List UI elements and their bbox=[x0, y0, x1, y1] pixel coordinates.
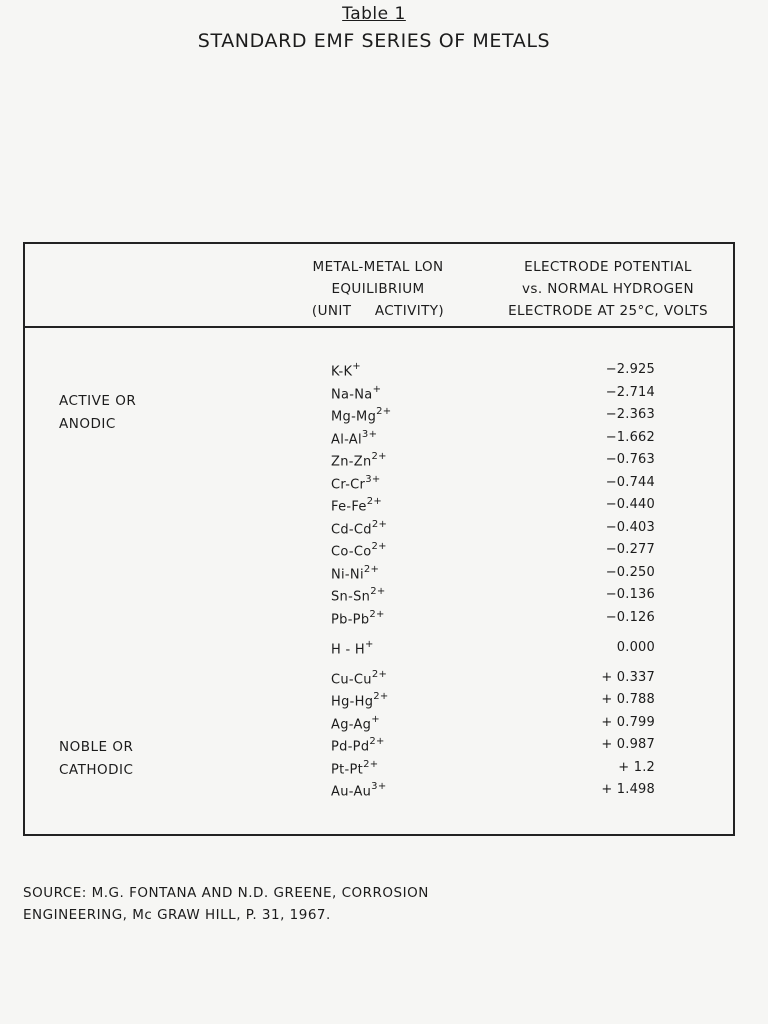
table-row bbox=[25, 563, 737, 585]
table-row bbox=[25, 758, 737, 780]
table-row bbox=[25, 585, 737, 607]
couple-label: Pd-Pd bbox=[331, 739, 370, 755]
ion-charge: 2+ bbox=[371, 519, 388, 530]
electrode-potential-value: −2.714 bbox=[605, 385, 655, 400]
metal-ion-couple bbox=[331, 692, 389, 709]
electrode-potential-value: + 0.799 bbox=[601, 715, 655, 730]
ion-charge: 2+ bbox=[363, 759, 379, 770]
table-row bbox=[25, 428, 737, 450]
electrode-potential-value: −0.136 bbox=[605, 587, 655, 602]
metal-ion-couple bbox=[331, 407, 391, 424]
table-row bbox=[25, 518, 737, 540]
couple-label: Cu-Cu bbox=[331, 672, 372, 688]
ion-charge: 2+ bbox=[373, 691, 389, 702]
couple-label: Co-Co bbox=[331, 544, 372, 560]
table-row bbox=[25, 495, 737, 517]
metal-ion-couple bbox=[331, 760, 378, 777]
electrode-potential-value: −0.403 bbox=[605, 520, 655, 535]
table-row bbox=[25, 450, 737, 472]
ion-charge: 3+ bbox=[365, 474, 381, 485]
table-row bbox=[25, 668, 737, 690]
metal-ion-couple bbox=[331, 362, 361, 379]
table-row bbox=[25, 383, 737, 405]
table-row bbox=[25, 540, 737, 562]
metal-ion-couple bbox=[331, 670, 387, 687]
table-row bbox=[25, 713, 737, 735]
table-row bbox=[25, 780, 737, 802]
electrode-potential-value: + 0.788 bbox=[601, 692, 655, 707]
metal-ion-couple bbox=[331, 542, 387, 559]
metal-ion-couple bbox=[331, 610, 385, 627]
table-row bbox=[25, 360, 737, 382]
electrode-potential-value: −0.763 bbox=[605, 452, 655, 467]
label-line: NOBLE OR bbox=[59, 739, 134, 755]
couple-label: K-K bbox=[331, 364, 353, 380]
ion-charge: 2+ bbox=[376, 406, 392, 417]
metal-ion-couple bbox=[331, 497, 382, 514]
emf-table bbox=[23, 242, 735, 836]
table-number: Table 1 bbox=[342, 4, 406, 24]
table-row bbox=[25, 405, 737, 427]
header-line: (UNIT ACTIVITY) bbox=[311, 303, 445, 319]
metal-ion-couple bbox=[331, 715, 380, 732]
source-citation bbox=[23, 882, 583, 926]
header-electrode-potential bbox=[477, 256, 739, 322]
source-line: SOURCE: M.G. FONTANA AND N.D. GREENE, CORROSION bbox=[23, 885, 429, 901]
electrode-potential-value: 0.000 bbox=[616, 640, 655, 655]
ion-charge: 2+ bbox=[366, 496, 383, 507]
couple-label: Hg-Hg bbox=[331, 694, 374, 710]
metal-ion-couple bbox=[331, 475, 381, 492]
electrode-potential-value: −0.126 bbox=[605, 610, 655, 625]
metal-ion-couple bbox=[331, 587, 386, 604]
couple-label: Ag-Ag bbox=[331, 717, 372, 733]
ion-charge: 2+ bbox=[370, 586, 386, 597]
header-line: ELECTRODE POTENTIAL bbox=[524, 259, 692, 275]
table-row bbox=[25, 735, 737, 757]
couple-label: Ni-Ni bbox=[331, 567, 364, 583]
electrode-potential-value: + 1.2 bbox=[618, 760, 655, 775]
source-line: ENGINEERING, Mc GRAW HILL, P. 31, 1967. bbox=[23, 907, 331, 923]
metal-ion-couple bbox=[331, 737, 385, 754]
couple-label: Cr-Cr bbox=[331, 477, 366, 493]
couple-label: H - H bbox=[331, 642, 366, 658]
ion-charge: 2+ bbox=[369, 609, 385, 620]
ion-charge: + bbox=[365, 639, 374, 650]
couple-label: Cd-Cd bbox=[331, 522, 372, 538]
metal-ion-couple bbox=[331, 640, 374, 657]
electrode-potential-value: −2.363 bbox=[605, 407, 655, 422]
label-line: ANODIC bbox=[59, 416, 116, 432]
table-row bbox=[25, 638, 737, 660]
ion-charge: + bbox=[372, 384, 382, 395]
table-row bbox=[25, 690, 737, 712]
electrode-potential-value: −0.440 bbox=[605, 497, 655, 512]
couple-label: Fe-Fe bbox=[331, 499, 367, 515]
ion-charge: 3+ bbox=[361, 429, 378, 440]
electrode-potential-value: −1.662 bbox=[605, 430, 655, 445]
ion-charge: 2+ bbox=[369, 736, 385, 747]
couple-label: Na-Na bbox=[331, 387, 373, 403]
page-title: STANDARD EMF SERIES OF METALS bbox=[197, 30, 551, 52]
couple-label: Mg-Mg bbox=[331, 409, 377, 425]
ion-charge: + bbox=[352, 361, 361, 372]
label-line: ACTIVE OR bbox=[59, 393, 137, 409]
electrode-potential-value: −2.925 bbox=[605, 362, 655, 377]
metal-ion-couple bbox=[331, 782, 387, 799]
ion-charge: 2+ bbox=[363, 564, 380, 575]
header-metal-ion-equilibrium bbox=[283, 256, 473, 322]
electrode-potential-value: + 0.987 bbox=[601, 737, 655, 752]
metal-ion-couple bbox=[331, 565, 379, 582]
metal-ion-couple bbox=[331, 520, 387, 537]
couple-label: Zn-Zn bbox=[331, 454, 372, 470]
header-line: vs. NORMAL HYDROGEN bbox=[522, 281, 694, 297]
label-line: CATHODIC bbox=[59, 762, 134, 778]
header-line: ELECTRODE AT 25°C, VOLTS bbox=[508, 303, 708, 319]
header-divider bbox=[25, 326, 733, 328]
metal-ion-couple bbox=[331, 430, 377, 447]
ion-charge: 2+ bbox=[371, 541, 387, 552]
metal-ion-couple bbox=[331, 385, 381, 402]
ion-charge: + bbox=[371, 714, 380, 725]
metal-ion-couple bbox=[331, 452, 387, 469]
couple-label: Pb-Pb bbox=[331, 612, 370, 628]
table-row bbox=[25, 473, 737, 495]
ion-charge: 2+ bbox=[371, 669, 388, 680]
couple-label: Sn-Sn bbox=[331, 589, 371, 605]
couple-label: Au-Au bbox=[331, 784, 372, 800]
electrode-potential-value: + 1.498 bbox=[601, 782, 655, 797]
electrode-potential-value: −0.277 bbox=[605, 542, 655, 557]
ion-charge: 2+ bbox=[371, 451, 387, 462]
electrode-potential-value: + 0.337 bbox=[601, 670, 655, 685]
header-line: METAL-METAL LON bbox=[312, 259, 444, 275]
electrode-potential-value: −0.744 bbox=[605, 475, 655, 490]
couple-label: Pt-Pt bbox=[331, 762, 364, 778]
header-line: EQUILIBRIUM bbox=[331, 281, 425, 297]
couple-label: Al-Al bbox=[331, 432, 362, 448]
table-row bbox=[25, 608, 737, 630]
ion-charge: 3+ bbox=[371, 781, 387, 792]
electrode-potential-value: −0.250 bbox=[605, 565, 655, 580]
